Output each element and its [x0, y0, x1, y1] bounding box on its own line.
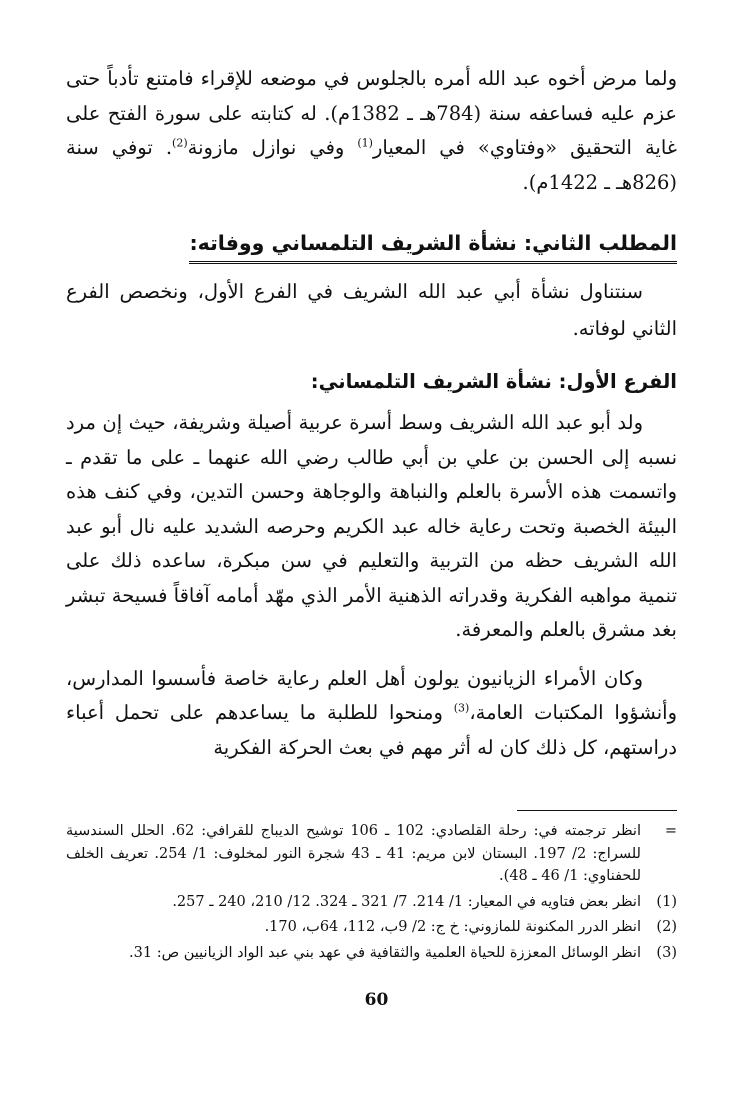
- paragraph-2: سنتناول نشأة أبي عبد الله الشريف في الفرع الأول، ونخصص الفرع الثاني لوفاته.: [66, 280, 677, 340]
- paragraph-1-middle: وفي نوازل مازونة: [187, 136, 358, 159]
- footnote-mark: (3): [656, 944, 677, 961]
- footnote-text: انظر الدرر المكنونة للمازوني: خ ج: 2/ 9ب، 112، 64ب، 170.: [264, 919, 641, 935]
- subsection-heading: الفرع الأول: نشأة الشريف التلمساني:: [310, 370, 677, 393]
- footnote-mark: (1): [656, 893, 677, 910]
- page-body: [66, 62, 677, 765]
- footnote-item: [66, 916, 677, 939]
- paragraph-4: [66, 662, 677, 766]
- footnote-text: انظر الوسائل المعززة للحياة العلمية والثقافية في عهد بني عبد الواد الزيانيين ص: 31.: [129, 944, 641, 961]
- footnote-ref-1[interactable]: (1): [357, 136, 373, 150]
- footnote-mark: (2): [656, 919, 677, 935]
- footnote-mark: =: [664, 823, 677, 839]
- footnote-item: [66, 942, 677, 965]
- section-heading: [66, 226, 677, 266]
- footnote-ref-2[interactable]: (2): [172, 136, 188, 150]
- page-number: 60: [364, 990, 389, 1010]
- section-heading-text: المطلب الثاني: نشأة الشريف التلمساني ووفاته:: [189, 228, 677, 264]
- footnote-text: انظر بعض فتاويه في المعيار: 1/ 214. 7/ 321 ـ 324. 12/ 210، 240 ـ 257.: [172, 893, 641, 910]
- footnote-item: [66, 891, 677, 914]
- paragraph-3: ولد أبو عبد الله الشريف وسط أسرة عربية أصيلة وشريفة، حيث إن مرد نسبه إلى الحسن بن علي بن أبي طالب رضي الله عنهما ـ على ما تقدم ـ واتسمت هذه الأسرة بالعلم والنباهة والوجاهة وحسن التدين، وفي كنف هذه البيئة الخصبة وتحت رعاية خاله عبد الكريم وحرصه الشديد عليه نال أبو عبد الله الشريف حظه من التربية والتعليم في سن مبكرة، ساعده ذلك على تنمية مواهبه الفكرية وقدراته الذهنية الأمر الذي مهّد أمامه آفاقاً فسيحة تبشر بغد مشرق بالعلم والمعرفة.: [66, 411, 677, 641]
- paragraph-1-end: . توفي سنة (826هـ ـ 1422م).: [66, 136, 677, 194]
- paragraph-1: [66, 62, 677, 200]
- footnotes: [66, 820, 677, 967]
- footnote-ref-3[interactable]: (3): [453, 701, 470, 715]
- footnote-separator: [517, 810, 677, 811]
- paragraph-4-end: ومنحوا للطلبة ما يساعدهم على تحمل أعباء دراستهم، كل ذلك كان له أثر مهم في بعث الحركة الفكرية: [66, 701, 677, 759]
- footnote-item: [66, 820, 677, 888]
- footnote-text: انظر ترجمته في: رحلة القلصادي: 102 ـ 106 توشيح الديباج للقرافي: 62. الحلل السندسية للسراج: 2/ 197. البستان لابن مريم: 41 ـ 43 شجرة النور لمخلوف: 1/ 254. تعريف الخلف للحفناوي: 1/ 46 ـ 48).: [66, 823, 641, 884]
- paragraph-1-text: ولما مرض أخوه عبد الله أمره بالجلوس في موضعه للإقراء فامتنع تأدباً حتى عزم عليه فساعفه سنة (784هـ ـ 1382م). له كتابته على سورة الفتح على غاية التحقيق «وفتاوي» في المعيار: [66, 67, 677, 159]
- paragraph-4-start: وكان الأمراء الزيانيون يولون أهل العلم رعاية خاصة فأسسوا المدارس، وأنشؤوا المكتبات العامة،: [66, 666, 677, 724]
